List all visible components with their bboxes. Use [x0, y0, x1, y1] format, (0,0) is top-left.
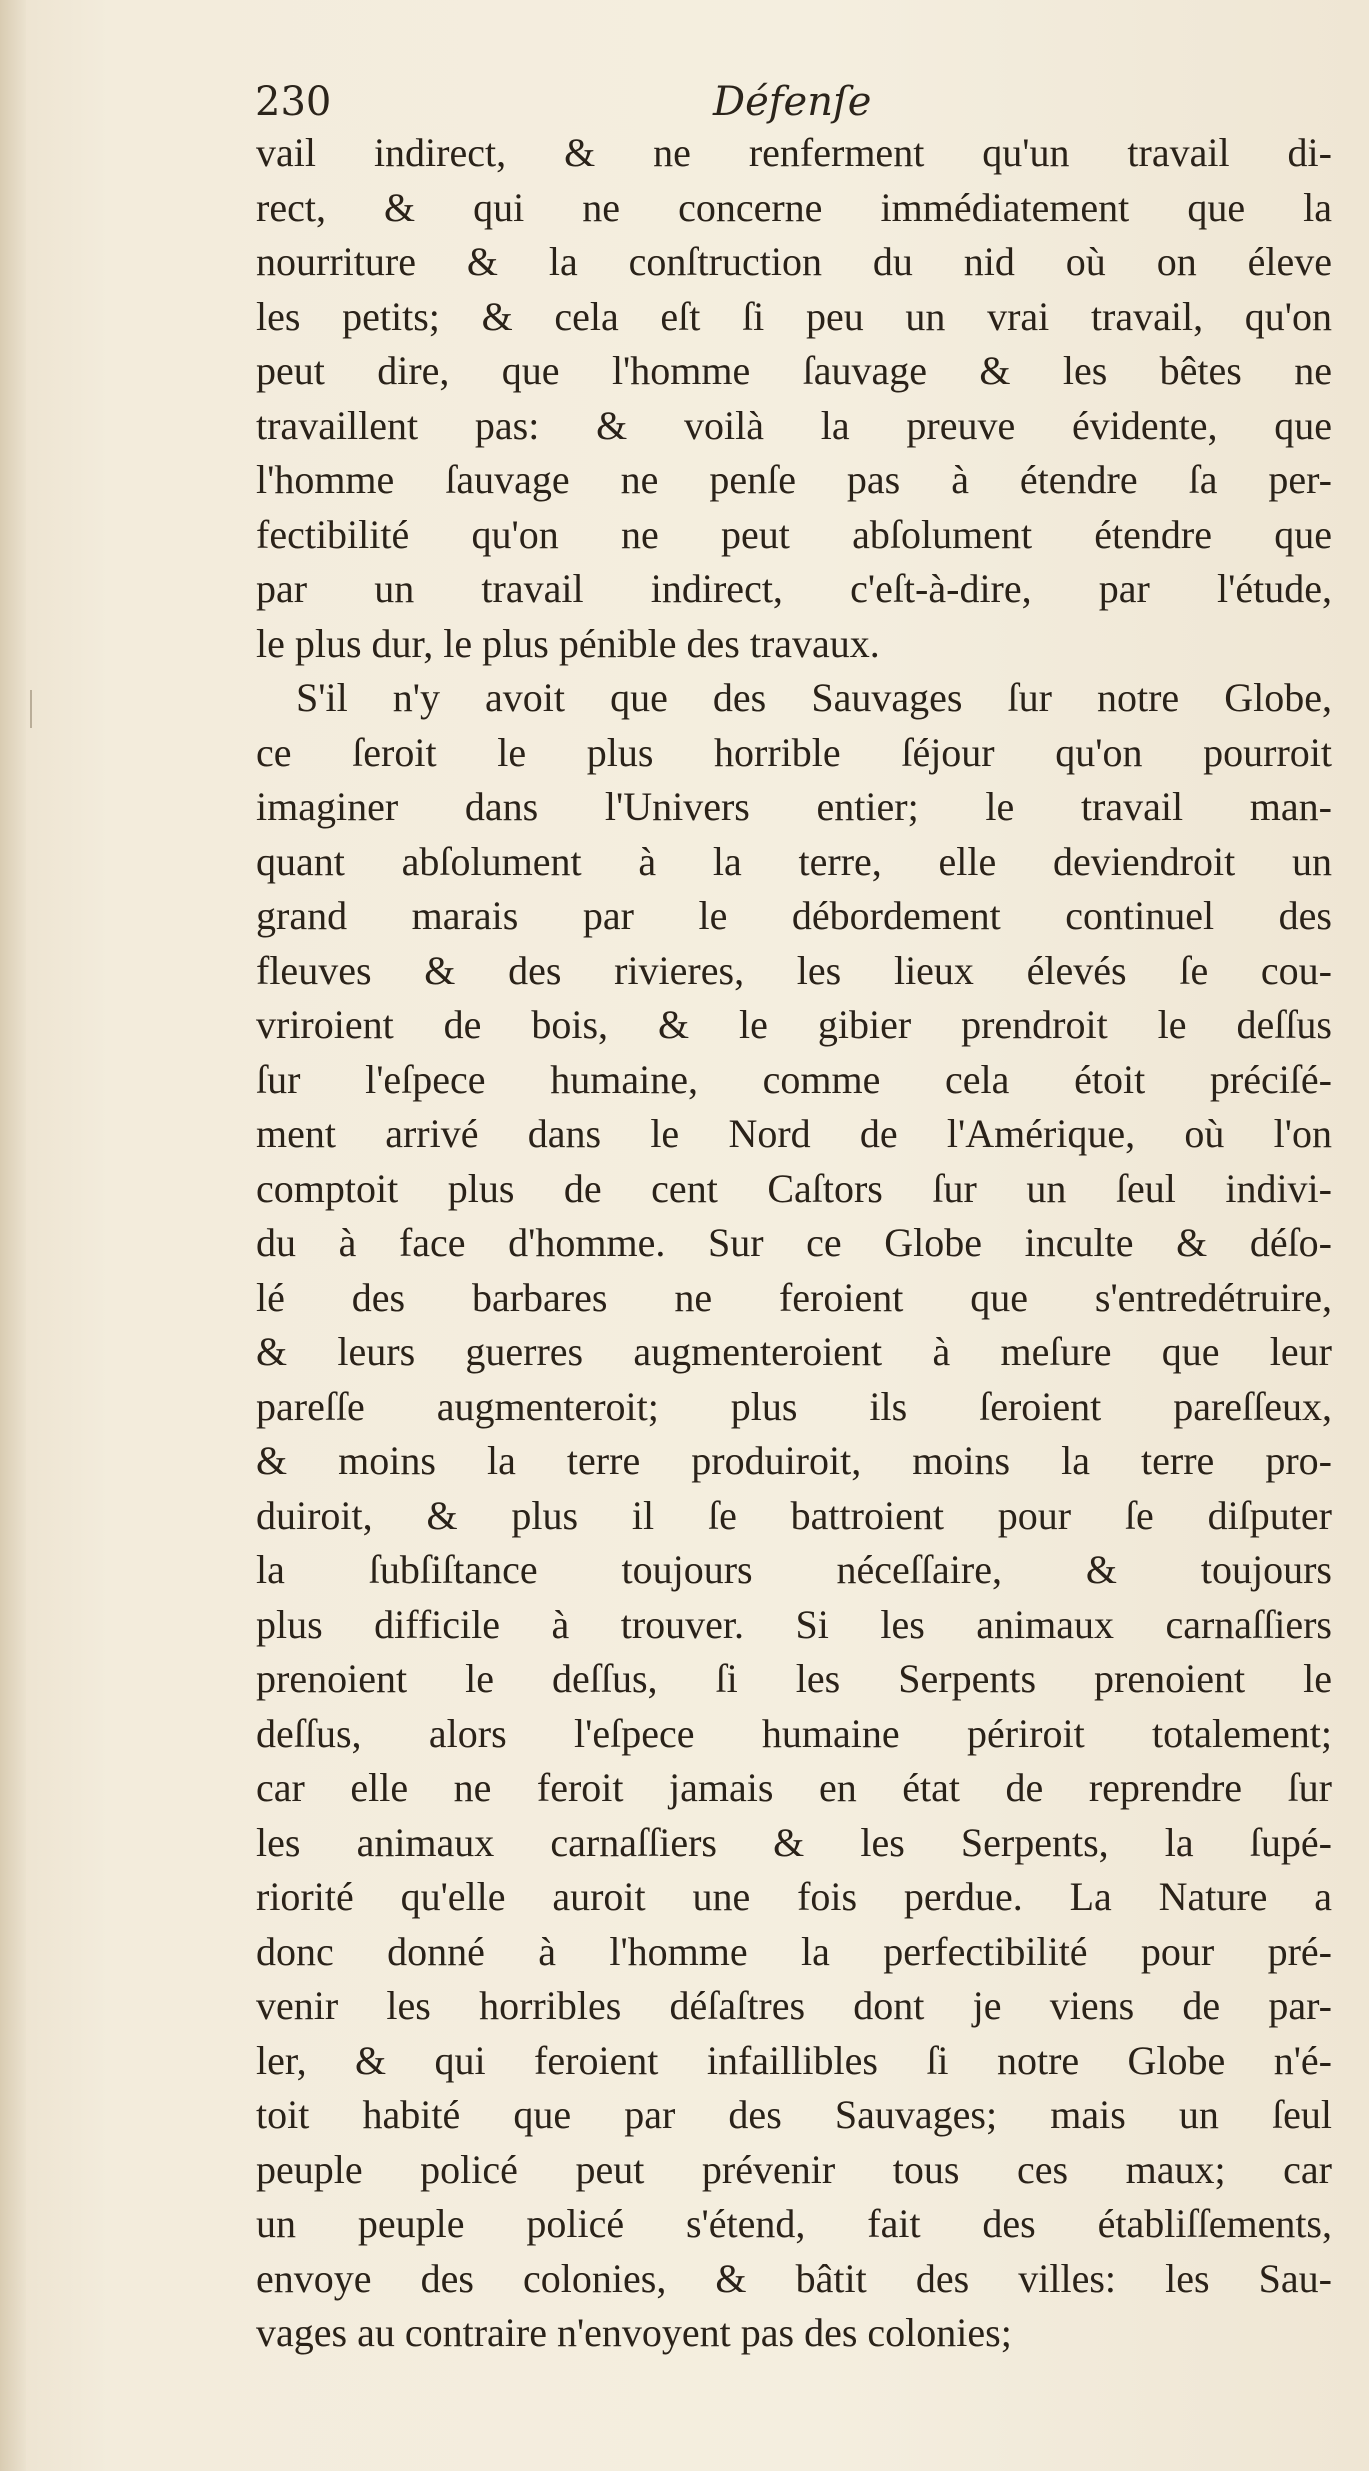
text-line: du à face d'homme. Sur ce Globe inculte & déſo-	[256, 1220, 1332, 1265]
page-gutter	[0, 0, 26, 2471]
text-line: travaillent pas: & voilà la preuve évidente, que	[256, 402, 1332, 448]
text-line: comptoit plus de cent Caſtors ſur un ſeul indivi-	[256, 1165, 1332, 1211]
text-line: peut dire, que l'homme ſauvage & les bêtes ne	[256, 348, 1332, 393]
text-line: lé des barbares ne feroient que s'entredétruire,	[256, 1274, 1332, 1320]
text-line: plus difficile à trouver. Si les animaux carnaſſiers	[256, 1601, 1332, 1647]
text-line: & leurs guerres augmenteroient à meſure que leur	[256, 1329, 1332, 1374]
text-line: venir les horribles déſaſtres dont je viens de par-	[256, 1983, 1332, 2028]
text-line: riorité qu'elle auroit une fois perdue. La Nature a	[256, 1874, 1332, 1919]
text-line: envoye des colonies, & bâtit des villes: les Sau-	[256, 2255, 1332, 2301]
text-line: le plus dur, le plus pénible des travaux.	[256, 620, 880, 666]
page-number: 230	[255, 79, 332, 125]
text-line: quant abſolument à la terre, elle deviendroit un	[256, 838, 1332, 884]
text-line: la ſubſiſtance toujours néceſſaire, & toujours	[256, 1547, 1332, 1592]
text-line: un peuple policé s'étend, fait des établiſſements,	[256, 2201, 1332, 2246]
text-line: donc donné à l'homme la perfectibilité pour pré-	[256, 1928, 1332, 1974]
text-line: ler, & qui feroient infaillibles ſi notre Globe n'é-	[256, 2037, 1332, 2083]
text-line: ſur l'eſpece humaine, comme cela étoit préciſé-	[256, 1056, 1332, 1102]
text-line: pareſſe augmenteroit; plus ils ſeroient pareſſeux,	[256, 1383, 1332, 1429]
text-line: ment arrivé dans le Nord de l'Amérique, où l'on	[256, 1111, 1332, 1156]
text-line: car elle ne feroit jamais en état de reprendre ſur	[256, 1765, 1332, 1810]
text-line: les animaux carnaſſiers & les Serpents, la ſupé-	[256, 1819, 1332, 1865]
text-line: & moins la terre produiroit, moins la terre pro-	[256, 1438, 1332, 1483]
text-line: fectibilité qu'on ne peut abſolument étendre que	[256, 511, 1332, 557]
text-line: ce ſeroit le plus horrible ſéjour qu'on pourroit	[256, 729, 1332, 775]
text-line: par un travail indirect, c'eſt-à-dire, par l'étude,	[256, 566, 1332, 611]
text-line: toit habité que par des Sauvages; mais un ſeul	[256, 2092, 1332, 2137]
text-line: nourriture & la conſtruction du nid où on éleve	[256, 239, 1332, 284]
running-title: Défenſe	[713, 79, 872, 125]
text-line: prenoient le deſſus, ſi les Serpents prenoient le	[256, 1656, 1332, 1701]
text-line: deſſus, alors l'eſpece humaine périroit totalement;	[256, 1710, 1332, 1756]
text-line: vail indirect, & ne renferment qu'un travail di-	[256, 130, 1332, 175]
text-line: rect, & qui ne concerne immédiatement que la	[256, 184, 1332, 230]
text-line: vriroient de bois, & le gibier prendroit le deſſus	[256, 1002, 1332, 1047]
text-line: l'homme ſauvage ne penſe pas à étendre ſa per-	[256, 457, 1332, 502]
paragraph-2	[256, 671, 1332, 2361]
text-line: peuple policé peut prévenir tous ces maux; car	[256, 2146, 1332, 2192]
text-line: les petits; & cela eſt ſi peu un vrai travail, qu'on	[256, 293, 1332, 339]
body-text	[256, 126, 1332, 2361]
paragraph-1	[256, 126, 1332, 671]
text-line: vages au contraire n'envoyent pas des colonies;	[256, 2310, 1012, 2355]
text-line: grand marais par le débordement continuel des	[256, 893, 1332, 938]
text-line: fleuves & des rivieres, les lieux élevés ſe cou-	[256, 947, 1332, 993]
margin-mark	[30, 690, 32, 728]
text-line: duiroit, & plus il ſe battroient pour ſe diſputer	[256, 1492, 1332, 1538]
running-head	[255, 72, 1275, 132]
text-line: imaginer dans l'Univers entier; le travail man-	[256, 784, 1332, 829]
text-line: S'il n'y avoit que des Sauvages ſur notre Globe,	[296, 675, 1332, 720]
